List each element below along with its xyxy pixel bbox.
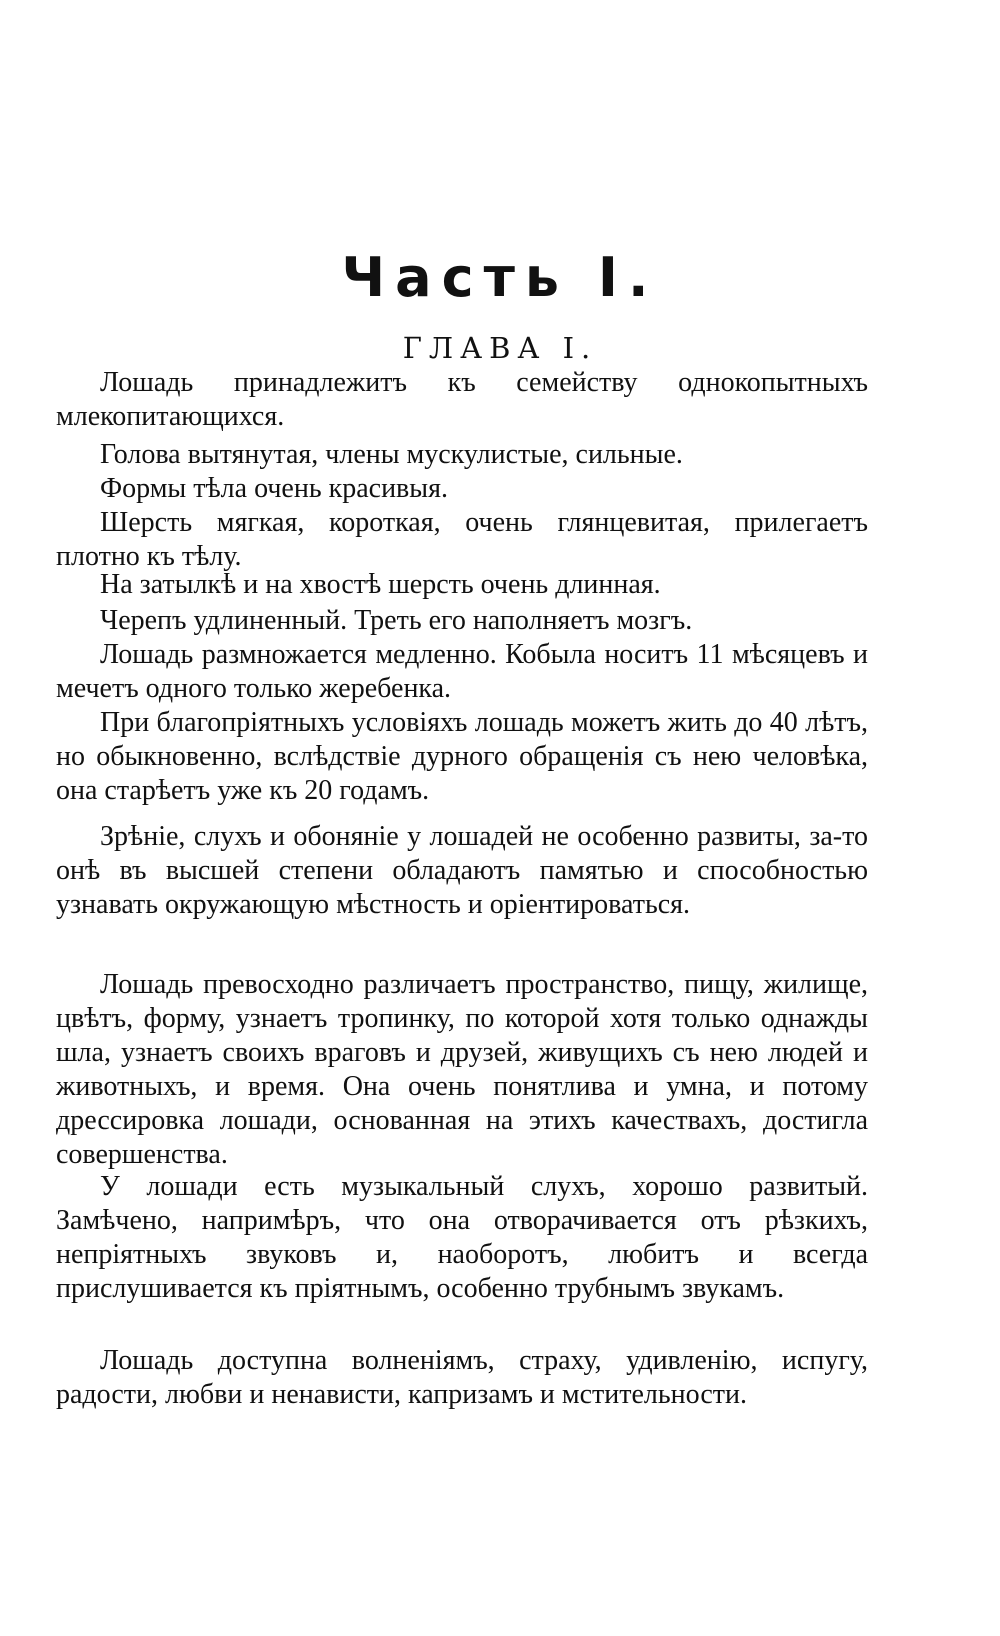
chapter-title: ГЛАВА I. xyxy=(402,331,598,365)
paragraph: Шерсть мягкая, короткая, очень глянцевитая, прилегаетъ плотно къ тѣлу. xyxy=(56,507,868,572)
paragraph: Лошадь принадлежитъ къ семейству однокопытныхъ млекопитающихся. xyxy=(56,367,868,432)
paragraph: Зрѣніе, слухъ и обоняніе у лошадей не особенно развиты, за-то онѣ въ высшей степени обладаютъ памятью и способностью узнавать окружающую мѣстность и оріентироваться. xyxy=(56,821,868,920)
paragraph: Черепъ удлиненный. Треть его наполняетъ мозгъ. xyxy=(100,605,693,636)
paragraph: Голова вытянутая, члены мускулистые, сильные. xyxy=(100,439,683,470)
paragraph: Лошадь размножается медленно. Кобыла носитъ 11 мѣсяцевъ и мечетъ одного только жеребенка. xyxy=(56,639,868,704)
paragraph: При благопріятныхъ условіяхъ лошадь можетъ жить до 40 лѣтъ, но обыкновенно, вслѣдствіе дурного обращенія съ нею человѣка, она старѣетъ уже къ 20 годамъ. xyxy=(56,707,868,806)
paragraph: На затылкѣ и на хвостѣ шерсть очень длинная. xyxy=(100,569,661,600)
paragraph: Лошадь превосходно различаетъ пространство, пищу, жилище, цвѣтъ, форму, узнаетъ тропинку, по которой хотя только однажды шла, узнаетъ своихъ враговъ и друзей, живущихъ съ нею людей и животныхъ, и время. Она очень понятлива и умна, и потому дрессировка лошади, основанная на этихъ качествахъ, достигла совершенства. xyxy=(56,969,868,1170)
paragraph: У лошади есть музыкальный слухъ, хорошо развитый. Замѣчено, напримѣръ, что она отворачивается отъ рѣзкихъ, непріятныхъ звуковъ и, наоборотъ, любитъ и всегда прислушивается къ пріятнымъ, особенно трубнымъ звукамъ. xyxy=(56,1171,868,1304)
paragraph: Формы тѣла очень красивыя. xyxy=(100,473,448,504)
part-title: Часть I. xyxy=(341,246,659,309)
paragraph: Лошадь доступна волненіямъ, страху, удивленію, испугу, радости, любви и ненависти, капризамъ и мстительности. xyxy=(56,1345,868,1410)
